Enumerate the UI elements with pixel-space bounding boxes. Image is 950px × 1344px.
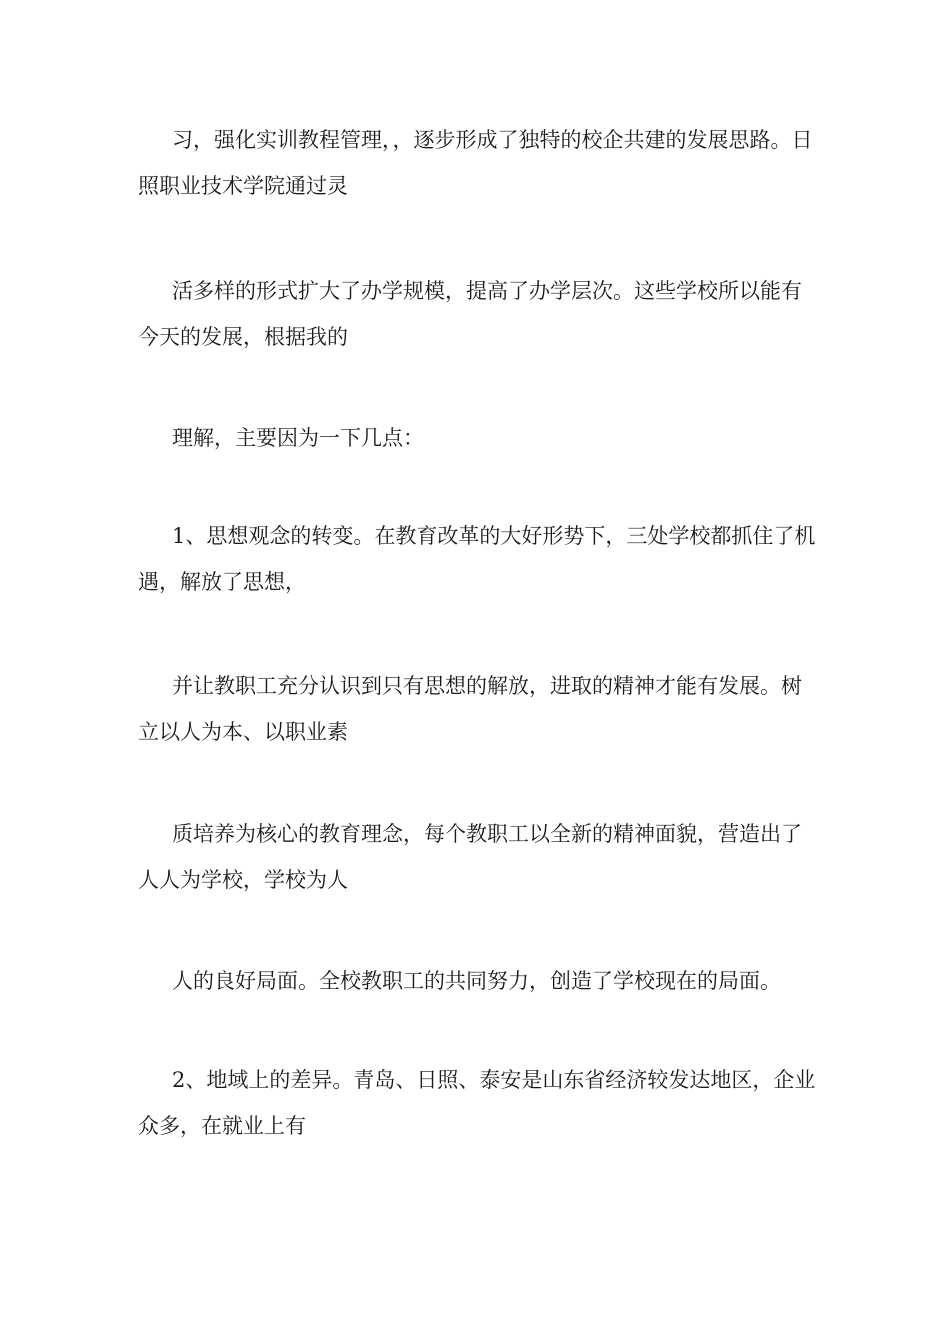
paragraph-2: 活多样的形式扩大了办学规模，提高了办学层次。这些学校所以能有今天的发展，根据我的 bbox=[138, 279, 802, 349]
paragraph-4: 1、思想观念的转变。在教育改革的大好形势下，三处学校都抓住了机遇，解放了思想， bbox=[138, 524, 816, 594]
paragraph-1: 习，强化实训教程管理，，逐步形成了独特的校企共建的发展思路。日照职业技术学院通过灵 bbox=[138, 128, 813, 198]
paragraph-6: 质培养为核心的教育理念，每个教职工以全新的精神面貌，营造出了人人为学校，学校为人 bbox=[138, 822, 802, 892]
paragraph-7: 人的良好局面。全校教职工的共同努力，创造了学校现在的局面。 bbox=[172, 969, 781, 993]
paragraph-5: 并让教职工充分认识到只有思想的解放，进取的精神才能有发展。树立以人为本、以职业素 bbox=[138, 674, 802, 744]
paragraph-3: 理解，主要因为一下几点： bbox=[172, 426, 424, 450]
paragraph-8: 2、地域上的差异。青岛、日照、泰安是山东省经济较发达地区，企业众多，在就业上有 bbox=[138, 1068, 816, 1138]
